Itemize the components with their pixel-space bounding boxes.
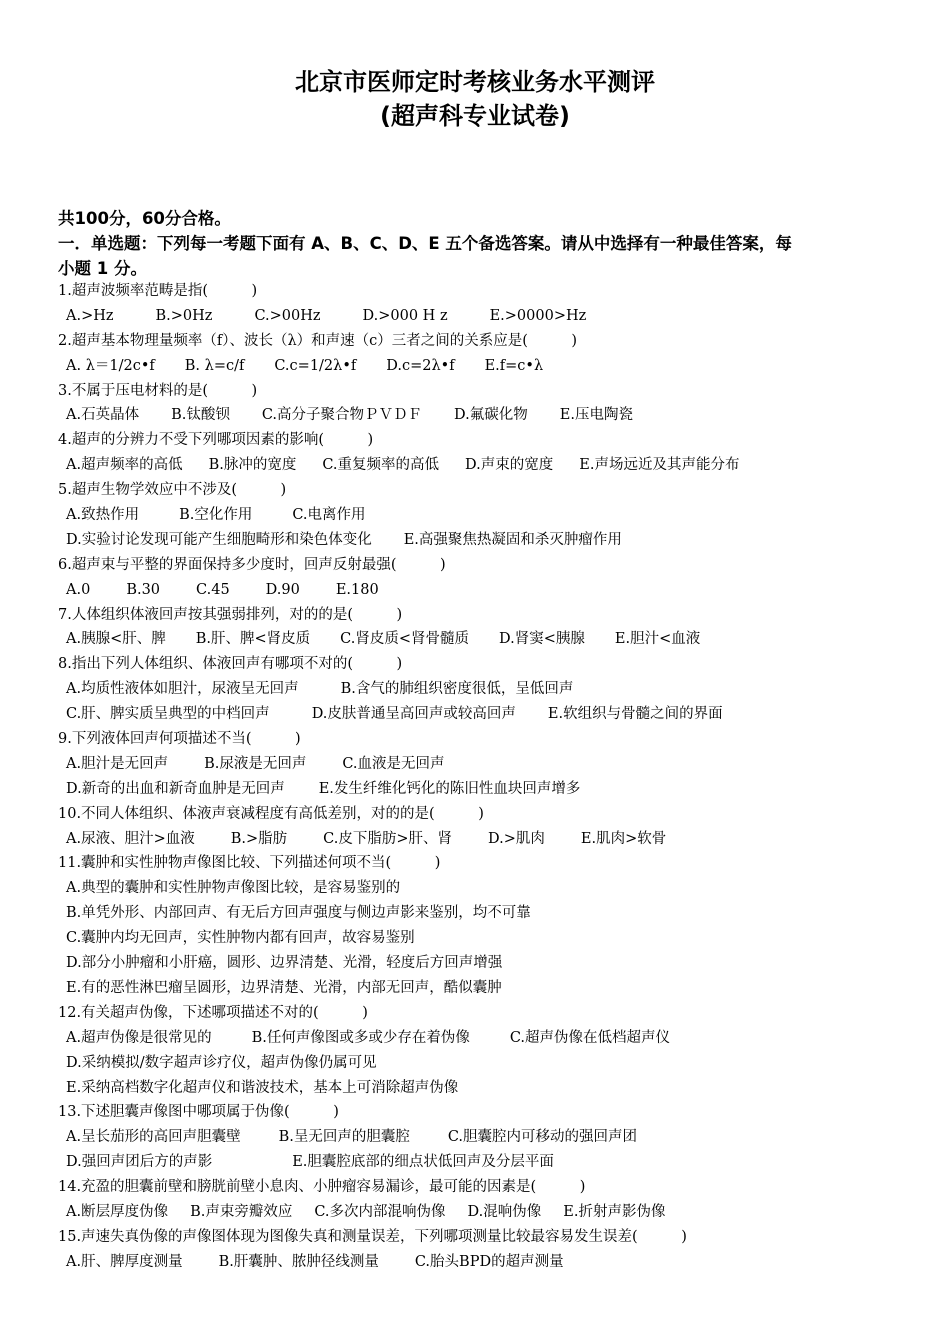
question-stem: 11.囊肿和实性肿物声像图比较、下列描述何项不当( ) bbox=[58, 855, 441, 872]
question-stem: 7.人体组织体液回声按其强弱排列，对的的是( ) bbox=[58, 606, 403, 623]
answer-option: A.超声频率的高低 bbox=[66, 457, 183, 474]
answer-option: C.超声伪像在低档超声仪 bbox=[509, 1029, 671, 1046]
option-row bbox=[58, 503, 908, 528]
answer-option: D.>000 H z bbox=[362, 307, 448, 324]
answer-option: B.含气的肺组织密度很低，呈低回声 bbox=[340, 681, 574, 698]
answer-option: E.发生纤维化钙化的陈旧性血块回声增多 bbox=[318, 780, 581, 797]
answer-option: D.新奇的出血和新奇血肿是无回声 bbox=[66, 780, 285, 797]
option-row bbox=[58, 354, 908, 379]
question-stem: 10.不同人体组织、体液声衰减程度有高低差别，对的的是( ) bbox=[58, 805, 484, 822]
answer-option: A.超声伪像是很常见的 bbox=[66, 1029, 212, 1046]
answer-option: A.致热作用 bbox=[66, 507, 140, 524]
question-list bbox=[58, 279, 908, 1275]
answer-option: E.有的恶性淋巴瘤呈圆形，边界清楚、光滑，内部无回声，酷似囊肿 bbox=[66, 979, 502, 996]
answer-option: E.高强聚焦热凝固和杀灭肿瘤作用 bbox=[403, 531, 622, 548]
answer-option: C.c=1/2λ•f bbox=[274, 357, 357, 374]
question-stem: 13.下述胆囊声像图中哪项属于伪像( ) bbox=[58, 1104, 339, 1121]
answer-option: A.肝、脾厚度测量 bbox=[66, 1253, 183, 1270]
answer-option: E.采纳高档数字化超声仪和谐波技术，基本上可消除超声伪像 bbox=[66, 1079, 459, 1096]
score-text: 共100分，60分合格。 bbox=[58, 209, 231, 228]
answer-option: D.90 bbox=[265, 581, 300, 598]
answer-option: B.脉冲的宽度 bbox=[208, 457, 297, 474]
option-row bbox=[58, 876, 908, 901]
answer-option: D.c=2λ•f bbox=[386, 357, 455, 374]
answer-option: C.45 bbox=[196, 581, 230, 598]
answer-option: C.高分子聚合物ＰＶＤＦ bbox=[261, 407, 423, 424]
answer-option: C.电离作用 bbox=[292, 507, 366, 524]
answer-option: D.氟碳化物 bbox=[454, 407, 528, 424]
page-subtitle: (超声科专业试卷) bbox=[380, 102, 570, 130]
option-row bbox=[58, 1200, 908, 1225]
option-row bbox=[58, 677, 908, 702]
answer-option: B.肝、脾<肾皮质 bbox=[195, 631, 311, 648]
answer-option: C.重复频率的高低 bbox=[322, 457, 440, 474]
answer-option: A.均质性液体如胆汁，尿液呈无回声 bbox=[66, 681, 299, 698]
answer-option: D.>肌肉 bbox=[488, 830, 545, 847]
answer-option: D.强回声团后方的声影 bbox=[66, 1154, 213, 1171]
answer-option: C.胆囊腔内可移动的强回声团 bbox=[447, 1129, 638, 1146]
answer-option: E.胆汁<血液 bbox=[614, 631, 701, 648]
answer-option: D.采纳模拟/数字超声诊疗仪，超声伪像仍属可见 bbox=[66, 1054, 377, 1071]
answer-option: A.胰腺<肝、脾 bbox=[66, 631, 166, 648]
option-row bbox=[58, 1125, 908, 1150]
answer-option: C.>00Hz bbox=[254, 307, 321, 324]
answer-option: E.胆囊腔底部的细点状低回声及分层平面 bbox=[292, 1154, 554, 1171]
answer-option: E.压电陶瓷 bbox=[559, 407, 633, 424]
page-title: 北京市医师定时考核业务水平测评 bbox=[295, 68, 655, 96]
answer-option: C.肝、脾实质呈典型的中档回声 bbox=[66, 706, 270, 723]
answer-option: C.胎头BPD的超声测量 bbox=[414, 1253, 564, 1270]
answer-option: C.血液是无回声 bbox=[342, 755, 445, 772]
answer-option: A.石英晶体 bbox=[66, 407, 140, 424]
answer-option: D.皮肤普通呈高回声或较高回声 bbox=[311, 706, 516, 723]
answer-option: E.>0000>Hz bbox=[489, 307, 587, 324]
answer-option: E.软组织与骨髓之间的界面 bbox=[547, 706, 723, 723]
option-row bbox=[58, 528, 908, 553]
answer-option: B.钛酸钡 bbox=[171, 407, 230, 424]
option-row bbox=[58, 976, 908, 1001]
question-stem: 14.充盈的胆囊前壁和膀胱前壁小息肉、小肿瘤容易漏诊，最可能的因素是( ) bbox=[58, 1179, 586, 1196]
answer-option: E.肌肉>软骨 bbox=[580, 830, 667, 847]
question-stem: 6.超声束与平整的界面保持多少度时，回声反射最强( ) bbox=[58, 556, 446, 573]
answer-option: A.典型的囊肿和实性肿物声像图比较，是容易鉴别的 bbox=[66, 880, 401, 897]
question-stem: 15.声速失真伪像的声像图体现为图像失真和测量误差，下列哪项测量比较最容易发生误差( ) bbox=[58, 1228, 687, 1245]
answer-option: B.肝囊肿、脓肿径线测量 bbox=[218, 1253, 379, 1270]
answer-option: C.多次内部混响伪像 bbox=[314, 1203, 446, 1220]
answer-option: B.空化作用 bbox=[179, 507, 253, 524]
option-row bbox=[58, 901, 908, 926]
answer-option: A.0 bbox=[66, 581, 91, 598]
question-stem: 1.超声波频率范畴是指( ) bbox=[58, 283, 258, 299]
question-stem: 9.下列液体回声何项描述不当( ) bbox=[58, 731, 301, 748]
answer-option: B.呈无回声的胆囊腔 bbox=[278, 1129, 410, 1146]
answer-option: A.尿液、胆汁>血液 bbox=[66, 830, 195, 847]
option-row bbox=[58, 926, 908, 951]
answer-option: D.肾窦<胰腺 bbox=[499, 631, 585, 648]
question-stem: 3.不属于压电材料的是( ) bbox=[58, 382, 258, 399]
answer-option: B.声束旁瓣效应 bbox=[190, 1203, 293, 1220]
option-row bbox=[58, 1250, 908, 1275]
instruction-line-1: 一．单选题：下列每一考题下面有 A、B、C、D、E 五个备选答案。请从中选择有一种最佳答案，每 bbox=[58, 234, 792, 253]
answer-option: D.声束的宽度 bbox=[465, 457, 554, 474]
answer-option: B.>0Hz bbox=[155, 307, 213, 324]
option-row bbox=[58, 453, 908, 478]
answer-option: E.折射声影伪像 bbox=[563, 1203, 666, 1220]
option-row bbox=[58, 1026, 908, 1051]
question-stem: 2.超声基本物理量频率（f）、波长（λ）和声速（c）三者之间的关系应是( ) bbox=[58, 332, 578, 349]
option-row bbox=[58, 827, 908, 852]
answer-option: E.声场远近及其声能分布 bbox=[579, 457, 740, 474]
answer-option: C.皮下脂肪>肝、肾 bbox=[323, 830, 452, 847]
answer-option: B. λ=c/f bbox=[184, 357, 245, 374]
answer-option: D.混响伪像 bbox=[467, 1203, 542, 1220]
answer-option: B.单凭外形、内部回声、有无后方回声强度与侧边声影来鉴别，均不可靠 bbox=[66, 905, 531, 922]
answer-option: B.30 bbox=[126, 581, 161, 598]
answer-option: E.180 bbox=[335, 581, 379, 598]
question-stem: 4.超声的分辨力不受下列哪项因素的影响( ) bbox=[58, 432, 374, 449]
option-row bbox=[58, 752, 908, 777]
option-row bbox=[58, 578, 908, 603]
option-row bbox=[58, 1051, 908, 1076]
option-row bbox=[58, 1076, 908, 1101]
answer-option: A.>Hz bbox=[66, 307, 114, 324]
option-row bbox=[58, 304, 908, 329]
option-row bbox=[58, 403, 908, 428]
question-stem: 5.超声生物学效应中不涉及( ) bbox=[58, 482, 287, 499]
answer-option: C.肾皮质<肾骨髓质 bbox=[340, 631, 469, 648]
question-stem: 12.有关超声伪像，下述哪项描述不对的( ) bbox=[58, 1004, 368, 1021]
answer-option: A.断层厚度伪像 bbox=[66, 1203, 169, 1220]
option-row bbox=[58, 702, 908, 727]
option-row bbox=[58, 627, 908, 652]
option-row bbox=[58, 1150, 908, 1175]
section-instruction bbox=[58, 231, 898, 281]
answer-option: C.囊肿内均无回声，实性肿物内都有回声，故容易鉴别 bbox=[66, 930, 415, 947]
answer-option: A.胆汁是无回声 bbox=[66, 755, 169, 772]
answer-option: D.部分小肿瘤和小肝癌，圆形、边界清楚、光滑，轻度后方回声增强 bbox=[66, 955, 503, 972]
answer-option: E.f=c•λ bbox=[484, 357, 544, 374]
option-row bbox=[58, 777, 908, 802]
answer-option: B.>脂肪 bbox=[230, 830, 288, 847]
instruction-line-2: 小题 1 分。 bbox=[58, 259, 147, 278]
option-row bbox=[58, 951, 908, 976]
score-info bbox=[58, 206, 898, 231]
question-stem: 8.指出下列人体组织、体液回声有哪项不对的( ) bbox=[58, 656, 403, 673]
answer-option: A. λ＝1/2c•f bbox=[66, 357, 155, 374]
answer-option: B.尿液是无回声 bbox=[204, 755, 307, 772]
answer-option: B.任何声像图或多或少存在着伪像 bbox=[251, 1029, 470, 1046]
answer-option: D.实验讨论发现可能产生细胞畸形和染色体变化 bbox=[66, 531, 372, 548]
answer-option: A.呈长茄形的高回声胆囊壁 bbox=[66, 1129, 241, 1146]
